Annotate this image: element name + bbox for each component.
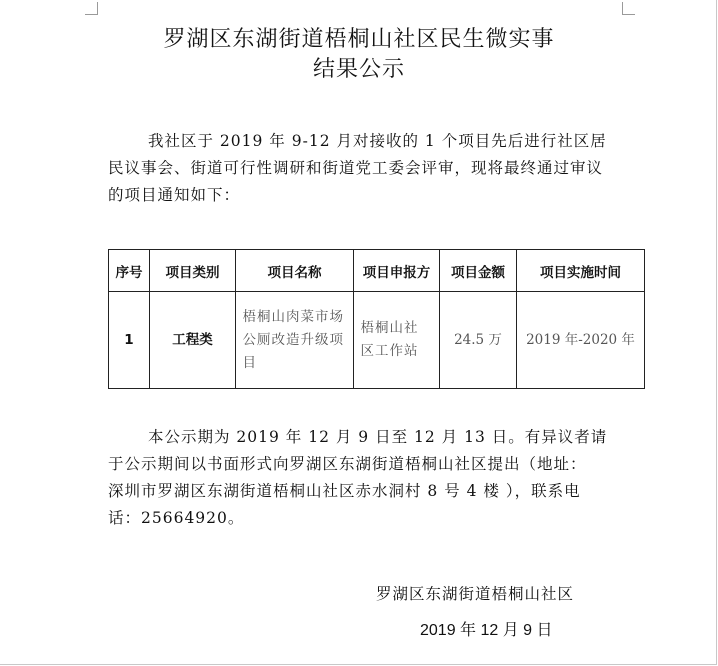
- crop-mark-top-left: [85, 2, 98, 15]
- header-applicant: 项目申报方: [354, 250, 440, 292]
- cell-period: 2019 年-2020 年: [517, 292, 645, 389]
- signature-date: 2019 年 12 月 9 日: [420, 622, 553, 639]
- intro-paragraph: 我社区于 2019 年 9-12 月对接收的 1 个项目先后进行社区居民议事会、街道可行性调研和街道党工委会评审，现将最终通过审议的项目通知如下：: [108, 132, 607, 204]
- table-header-row: [109, 250, 645, 292]
- document-title-line-1: 罗湖区东湖街道梧桐山社区民生微实事: [163, 27, 555, 52]
- cell-index: 1: [109, 292, 150, 389]
- cell-applicant: 梧桐山社区工作站: [360, 320, 419, 359]
- header-index: 序号: [109, 250, 150, 292]
- signature-organization: 罗湖区东湖街道梧桐山社区: [376, 585, 575, 603]
- cell-amount: 24.5 万: [440, 292, 517, 389]
- project-table: [108, 249, 645, 389]
- table-row: [109, 292, 645, 389]
- notice-paragraph: 本公示期为 2019 年 12 月 9 日至 12 月 13 日。有异议者请于公示期间以书面形式向罗湖区东湖街道梧桐山社区提出（地址： 深圳市罗湖区东湖街道梧桐山社区赤水洞村 8 号 4 楼 ），联系电话：25664920。: [108, 428, 608, 527]
- document-title-line-2: 结果公示: [312, 57, 405, 82]
- cell-name-container: [236, 292, 354, 389]
- header-category: 项目类别: [150, 250, 236, 292]
- header-name: 项目名称: [236, 250, 354, 292]
- crop-mark-top-right: [622, 2, 635, 15]
- cell-applicant-container: [354, 292, 440, 389]
- header-amount: 项目金额: [440, 250, 517, 292]
- cell-name: 梧桐山肉菜市场公厕改造升级项目: [242, 308, 344, 371]
- cell-category: 工程类: [150, 292, 236, 389]
- header-period: 项目实施时间: [517, 250, 645, 292]
